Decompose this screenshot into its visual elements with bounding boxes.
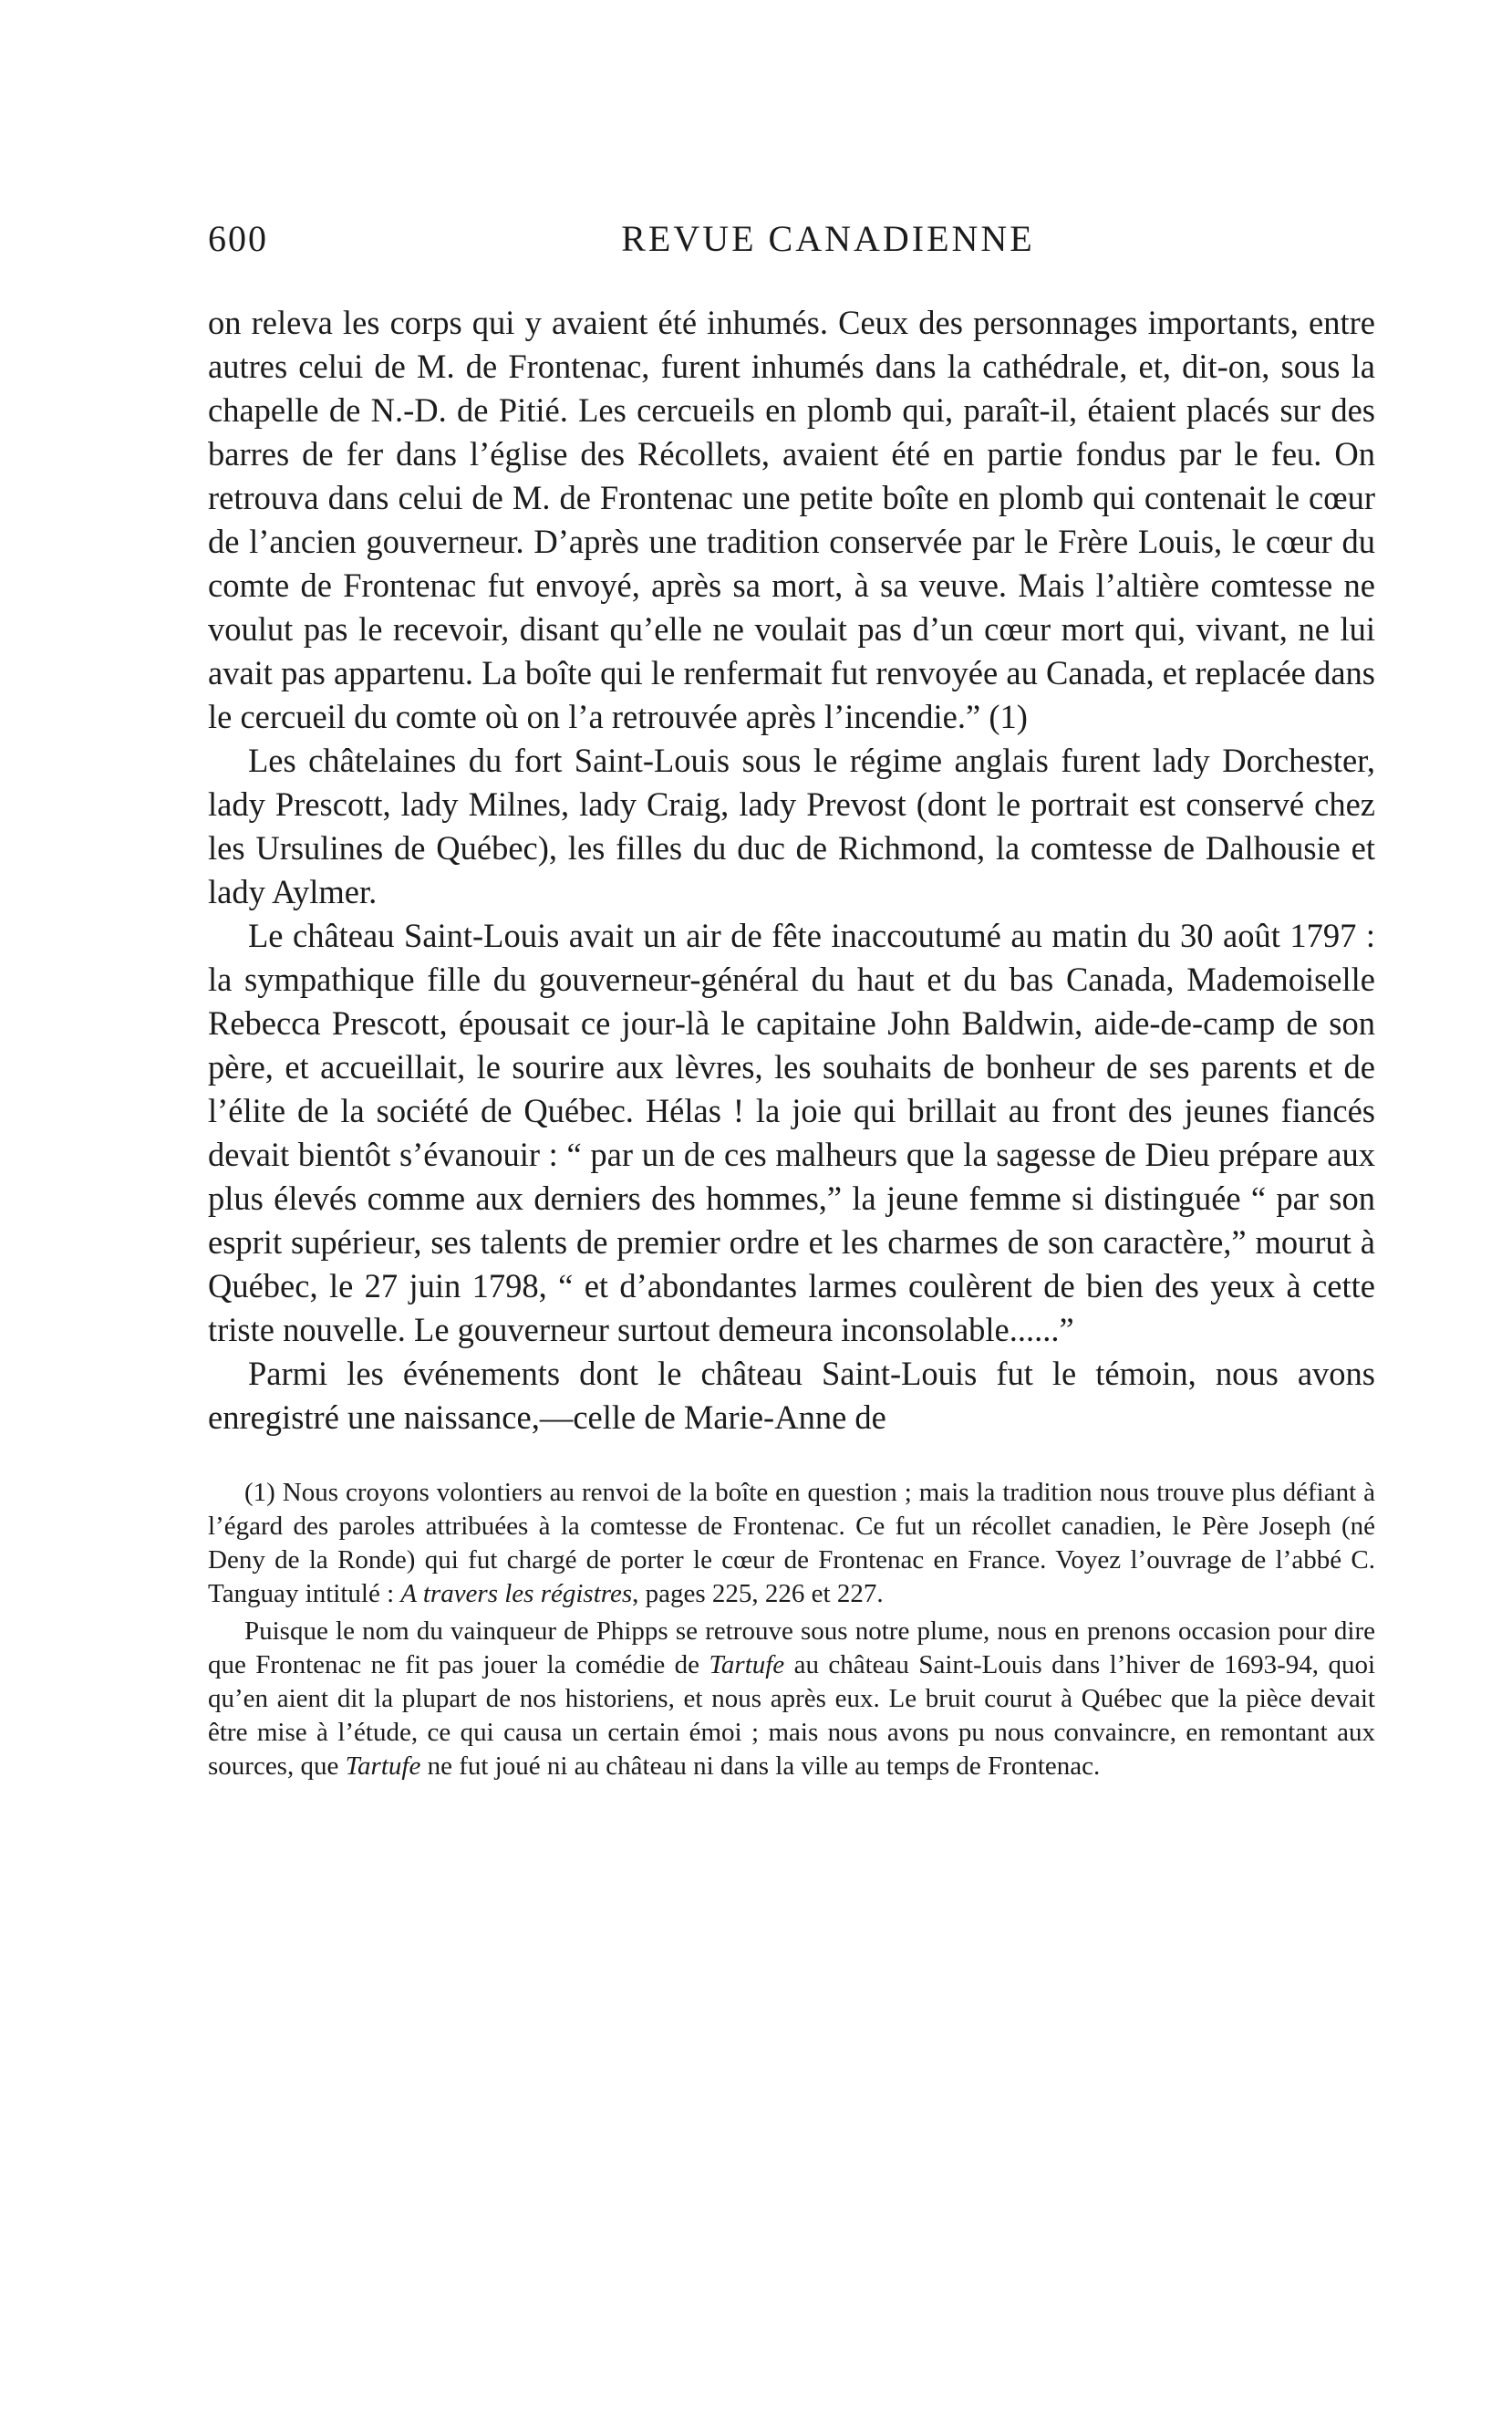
body-text xyxy=(208,301,1375,1439)
paragraph-3: Le château Saint-Louis avait un air de fête inaccoutumé au matin du 30 août 1797 : la sympathique fille du gouverneur-général du haut et du bas Canada, Mademoiselle Rebecca Prescott, épousait ce jour-là le capitaine John Baldwin, aide-de-camp de son père, et accueillait, le sourire aux lèvres, les souhaits de bonheur de ses parents et de l’élite de la société de Québec. Hélas ! la joie qui brillait au front des jeunes fiancés devait bientôt s’évanouir : “ par un de ces malheurs que la sagesse de Dieu prépare aux plus élevés comme aux derniers des hommes,” la jeune femme si distinguée “ par son esprit supérieur, ses talents de premier ordre et les charmes de son caractère,” mourut à Québec, le 27 juin 1798, “ et d’abondantes larmes coulèrent de bien des yeux à cette triste nouvelle. Le gouverneur surtout demeura inconsolable......” xyxy=(208,917,1375,1348)
footnote-2-play-title-2: Tartufe xyxy=(345,1751,421,1781)
footnote-2-play-title: Tartufe xyxy=(709,1650,785,1679)
footnote-2-text-a: Puisque le nom du vainqueur de Phipps se retrouve sous notre plume, nous en prenons occasion pour dire que Frontenac ne fit pas jouer la comédie de xyxy=(208,1616,1375,1679)
footnote-1-book-title: A travers les régistres xyxy=(400,1579,633,1608)
footnote-1-text-a: (1) Nous croyons volontiers au renvoi de la boîte en question ; mais la tradition nous trouve plus défiant à l’égard des paroles attribuées à la comtesse de Frontenac. Ce fut un récollet canadien, le Père Joseph (né Deny de la Ronde) qui fut chargé de porter le cœur de Frontenac en France. Voyez l’ouvrage de l’abbé C. Tanguay intitulé : xyxy=(208,1478,1375,1608)
paragraph-4: Parmi les événements dont le château Saint-Louis fut le témoin, nous avons enregistré une naissance,—celle de Marie-Anne de xyxy=(208,1355,1375,1436)
journal-title: REVUE CANADIENNE xyxy=(621,218,1035,259)
running-head xyxy=(208,217,1375,272)
footnote-2-text-c: ne fut joué ni au château ni dans la ville au temps de Frontenac. xyxy=(420,1751,1101,1781)
page-number: 600 xyxy=(208,218,268,259)
paragraph-1: on releva les corps qui y avaient été inhumés. Ceux des personnages importants, entre autres celui de M. de Frontenac, furent inhumés dans la cathédrale, et, dit-on, sous la chapelle de N.-D. de Pitié. Les cercueils en plomb qui, paraît-il, étaient placés sur des barres de fer dans l’église des Récollets, avaient été en partie fondus par le feu. On retrouva dans celui de M. de Frontenac une petite boîte en plomb qui contenait le cœur de l’ancien gouverneur. D’après une tradition conservée par le Frère Louis, le cœur du comte de Frontenac fut envoyé, après sa mort, à sa veuve. Mais l’altière comtesse ne voulut pas le recevoir, disant qu’elle ne voulait pas d’un cœur mort qui, vivant, ne lui avait pas appartenu. La boîte qui le renfermait fut renvoyée au Canada, et replacée dans le cercueil du comte où on l’a retrouvée après l’incendie.” (1) xyxy=(208,304,1375,735)
paragraph-2: Les châtelaines du fort Saint-Louis sous le régime anglais furent lady Dorchester, lady Prescott, lady Milnes, lady Craig, lady Prevost (dont le portrait est conservé chez les Ursulines de Québec), les filles du duc de Richmond, la comtesse de Dalhousie et lady Aylmer. xyxy=(208,742,1375,910)
footnote-1 xyxy=(208,1476,1375,1611)
footnote-1-text-b: , pages 225, 226 et 227. xyxy=(632,1579,884,1608)
document-page xyxy=(208,217,1375,1783)
footnote-2-text-b: au château Saint-Louis dans l’hiver de 1693-94, quoi qu’en aient dit la plupart de nos historiens, et nous après eux. Le bruit courut à Québec que la pièce devait être mise à l’étude, ce qui causa un certain émoi ; mais nous avons pu nous convaincre, en remontant aux sources, que xyxy=(208,1650,1375,1781)
footnotes xyxy=(208,1476,1375,1783)
footnote-2 xyxy=(208,1615,1375,1783)
